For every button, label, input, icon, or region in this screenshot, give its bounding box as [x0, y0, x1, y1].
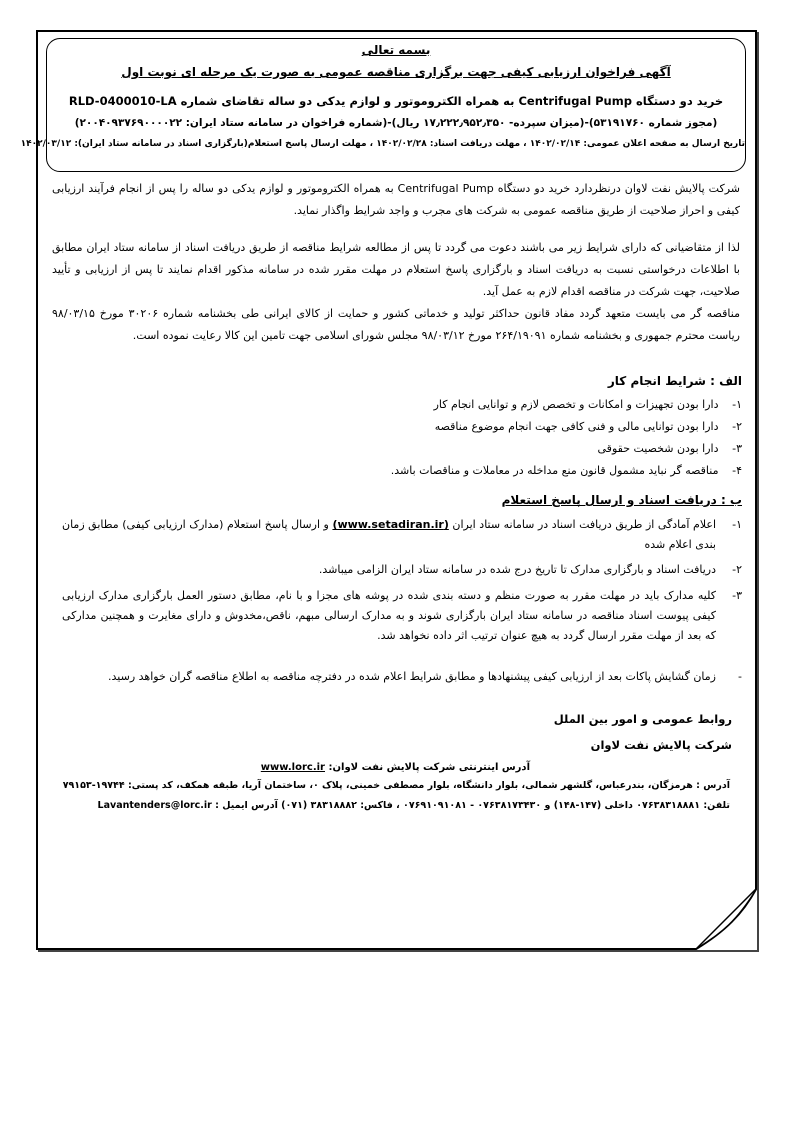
list-item — [391, 438, 742, 460]
list-item-number: ۱- — [732, 518, 742, 531]
page-curl-icon — [695, 888, 757, 950]
list-item-text: زمان گشایش پاکات بعد از ارزیابی کیفی پیشنهادها و مطابق شرایط اعلام شده در دفترچه مناقصه به اطلاع مناقصه گران خواهد رسید. — [108, 670, 716, 683]
bismillah-heading: بسمه تعالی — [361, 43, 431, 57]
procurement-title: خرید دو دستگاه Centrifugal Pump به همراه الکتروموتور و لوازم یدکی دو ساله تقاضای شماره RLD-0400010-LA — [68, 94, 724, 108]
law-paragraph: مناقصه گر می بایست متعهد گردد مفاد قانون حداکثر تولید و خدماتی کشور و حمایت از کالای ایرانی طی بخشنامه شماره ۳۰۲۰۶ مورخ ۹۸/۰۳/۱۵ ریاست محترم جمهوری و بخشنامه شماره ۲۶۴/۱۹۰۹۱ مورخ ۹۸/۰۳/۱۲ مجلس شورای اسلامی جهت تامین این کالا رعایت نموده است. — [52, 307, 740, 342]
list-item-text — [62, 515, 716, 555]
item-text-end: و ارسال پاسخ استعلام (مدارک ارزیابی کیفی) مطابق زمان بندی اعلام شده — [62, 518, 716, 551]
list-item — [391, 460, 742, 482]
list-item-text: کلیه مدارک باید در مهلت مقرر به صورت منظم و دسته بندی شده در پوشه های مجزا و با نام، مطابق دستور العمل بارگزاری مدارک ارزیابی کیفی پیوست اسناد مناقصه در سامانه ستاد ایران بارگزاری شوند و به مدارک ارسالی مبهم، ناقص،مخدوش و دارای مغایرت و همچنین مدارکی که بعد از مهلت مقرر ارسال گردد به هیچ عنوان ترتیب اثر داده نخواهد شد. — [62, 589, 716, 642]
list-item-number: ۳- — [732, 589, 742, 602]
list-item-number: - — [738, 670, 742, 683]
list-item-text: دارا بودن شخصیت حقوقی — [597, 442, 719, 455]
footer-website — [200, 762, 530, 773]
list-item — [391, 394, 742, 416]
section-b-item — [62, 560, 742, 580]
signature-company: شرکت پالایش نفت لاوان — [590, 738, 732, 752]
list-item-number: ۳- — [732, 442, 742, 455]
announcement-header-box — [20, 38, 746, 172]
website-link[interactable]: www.lorc.ir — [260, 762, 325, 773]
list-item-number: ۴- — [732, 464, 742, 477]
section-a-list — [391, 394, 742, 482]
footer-phones: تلفن: ۰۷۶۳۸۳۱۸۸۸۱ داخلی (۱۴۷-۱۴۸) و ۰۷۶۳۸۱۷۳۴۳۰ - ۰۷۶۹۱۰۹۱۰۸۱ ، فاکس: ۳۸۳۱۸۸۸۲ (۰۷۱) آدرس ایمیل : Lavantenders@lorc.ir — [97, 800, 730, 811]
signature-department: روابط عمومی و امور بین الملل — [553, 712, 732, 726]
section-b-item — [62, 667, 742, 687]
setadiran-link[interactable]: (www.setadiran.ir) — [332, 518, 449, 531]
list-item-number: ۱- — [732, 398, 742, 411]
section-a-title: الف : شرایط انجام کار — [607, 374, 742, 388]
section-b-title: ب : دریافت اسناد و ارسال پاسخ استعلام — [501, 493, 742, 507]
list-item-text: دریافت اسناد و بارگزاری مدارک تا تاریخ درج شده در سامانه ستاد ایران الزامی میباشد. — [318, 563, 716, 576]
list-item — [391, 416, 742, 438]
list-item-text: مناقصه گر نباید مشمول قانون منع مداخله در معاملات و مناقصات باشد. — [390, 464, 719, 477]
intro-paragraph: شرکت پالایش نفت لاوان درنظردارد خرید دو دستگاه Centrifugal Pump به همراه الکتروموتور و لوازم یدکی دو ساله را پس از انجام فرآیند ارزیابی کیفی و احراز صلاحیت از طریق مناقصه عمومی به شرکت های مجرب و واجد شرایط واگذار نماید. — [52, 182, 740, 217]
item-text-start: اعلام آمادگی از طریق دریافت اسناد در سامانه ستاد ایران — [452, 518, 717, 531]
section-b-item — [62, 515, 742, 555]
call-title: آگهی فراخوان ارزیابی کیفی جهت برگزاری مناقصه عمومی به صورت یک مرحله ای نوبت اول — [121, 65, 671, 79]
license-line: (مجوز شماره ۵۳۱۹۱۷۶۰)-(میزان سپرده- ۱۷٫۲۲۲٫۹۵۲٫۳۵۰ ریال)-(شماره فراخوان در سامانه ستاد ایران: ۲۰۰۴۰۹۳۷۶۹۰۰۰۰۲۲) — [74, 117, 718, 129]
website-label: آدرس اینترنتی شرکت پالایش نفت لاوان: — [328, 762, 530, 773]
list-item-number: ۲- — [732, 420, 742, 433]
dates-line: تاریخ ارسال به صفحه اعلان عمومی: ۱۴۰۲/۰۲/۱۴ ، مهلت دریافت اسناد: ۱۴۰۲/۰۲/۲۸ ، مهلت ارسال پاسخ استعلام(بارگزاری اسناد در سامانه ستاد ایران): ۱۴۰۲/۰۳/۱۲ — [20, 139, 745, 149]
list-item-number: ۲- — [732, 563, 742, 576]
list-item-text: دارا بودن تجهیزات و امکانات و تخصص لازم و توانایی انجام کار — [433, 398, 719, 411]
rules-paragraph: لذا از متقاضیانی که دارای شرایط زیر می باشند دعوت می گردد تا پس از مطالعه شرایط مناقصه از طریق دریافت اسناد از سامانه ستاد ایران مطابق با اطلاعات درخواستی نسبت به دریافت اسناد و بارگزاری پاسخ استعلام در مهلت مقرر شده در سامانه مذکور اقدام نمایند تا پس از ارزیابی و تأیید صلاحیت، جهت شرکت در مناقصه اقدام لازم به عمل آید. — [52, 241, 740, 298]
footer-address: آدرس : هرمزگان، بندرعباس، گلشهر شمالی، بلوار دانشگاه، بلوار مصطفی خمینی، پلاک ۰، ساختمان آریا، طبقه همکف، کد پستی: ۱۹۷۴۴-۷۹۱۵۳ — [62, 780, 730, 791]
list-item-text: دارا بودن توانایی مالی و فنی کافی جهت انجام موضوع مناقصه — [434, 420, 719, 433]
section-b-item — [62, 586, 742, 646]
